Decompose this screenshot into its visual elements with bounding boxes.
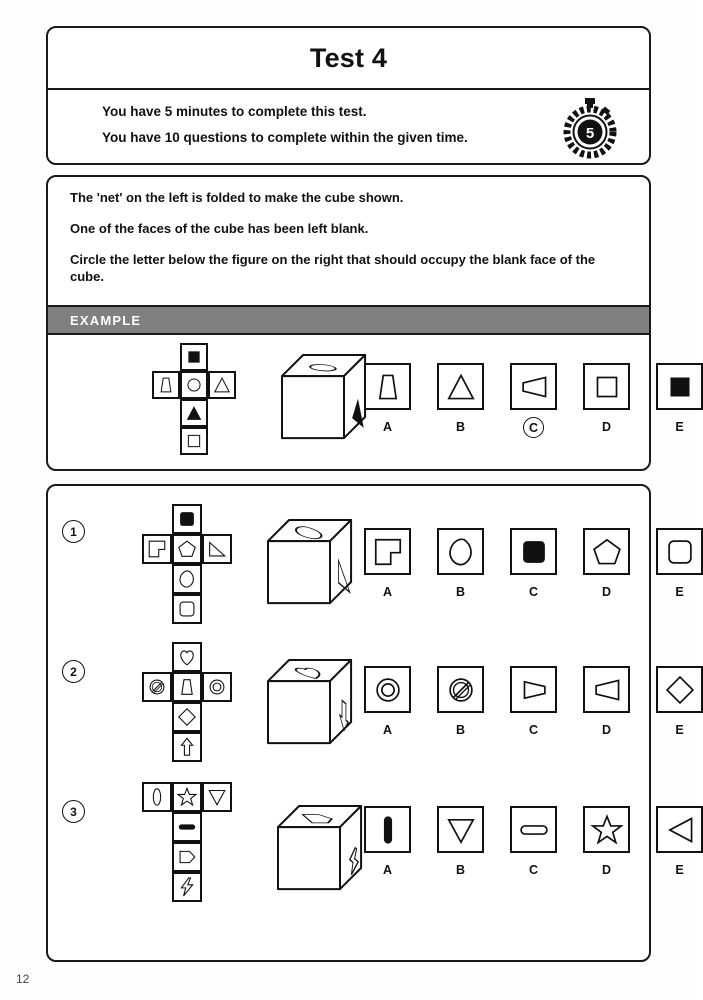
filled-rounded-square-icon[interactable] (510, 528, 557, 575)
question-row-3 (48, 780, 684, 910)
question-1-cube (266, 518, 355, 607)
time-limit-text: You have 5 minutes to complete this test. (102, 104, 367, 119)
left-triangle-icon[interactable] (656, 806, 703, 853)
option-d[interactable] (583, 666, 630, 739)
option-letter-d[interactable]: D (601, 722, 612, 737)
horizontal-pill-outline-icon[interactable] (510, 806, 557, 853)
option-letter-e[interactable]: E (675, 419, 684, 434)
option-d[interactable] (583, 363, 630, 438)
trapezoid-icon[interactable] (364, 363, 411, 410)
option-a[interactable] (364, 363, 411, 438)
option-letter-d[interactable]: D (601, 584, 612, 599)
trapezoid-left-icon[interactable] (510, 363, 557, 410)
trapezoid-right-icon[interactable] (510, 666, 557, 713)
option-c[interactable] (510, 806, 557, 879)
option-letter-e[interactable]: E (675, 722, 684, 737)
net-diagram (142, 504, 232, 624)
no-entry-icon[interactable] (437, 666, 484, 713)
question-count-text: You have 10 questions to complete within the given time. (102, 130, 468, 145)
example-cube (280, 353, 369, 442)
timer-value: 5 (585, 125, 595, 142)
option-letter-c[interactable]: C (523, 417, 544, 438)
star-icon[interactable] (583, 806, 630, 853)
option-a[interactable] (364, 528, 411, 601)
down-triangle-icon[interactable] (437, 806, 484, 853)
triangle-icon[interactable] (437, 363, 484, 410)
option-b[interactable] (437, 666, 484, 739)
net-diagram (142, 642, 232, 762)
example-options[interactable] (364, 363, 703, 438)
option-letter-d[interactable]: D (601, 419, 612, 434)
question-3-options[interactable] (364, 806, 703, 879)
instruction-line-3: Circle the letter below the figure on the right that should occupy the blank face of the cube. (70, 252, 596, 284)
option-letter-b[interactable]: B (455, 584, 466, 599)
option-b[interactable] (437, 806, 484, 879)
cube-diagram (276, 804, 365, 893)
example-row (48, 335, 684, 465)
question-row-2 (48, 640, 684, 770)
option-letter-a[interactable]: A (382, 722, 393, 737)
question-number-2: 2 (62, 660, 85, 683)
pentagon-icon[interactable] (583, 528, 630, 575)
question-number-3: 3 (62, 800, 85, 823)
option-letter-b[interactable]: B (455, 419, 466, 434)
question-2-options[interactable] (364, 666, 703, 739)
title-row (48, 28, 649, 90)
option-c[interactable] (510, 363, 557, 438)
cube-diagram (266, 658, 355, 747)
option-b[interactable] (437, 528, 484, 601)
question-3-net (142, 782, 232, 902)
header-panel (46, 26, 651, 165)
questions-panel (46, 484, 684, 962)
option-e[interactable] (656, 666, 703, 739)
option-letter-c[interactable]: C (528, 722, 539, 737)
instruction-line-1: The 'net' on the left is folded to make the cube shown. (70, 190, 404, 205)
example-banner (48, 305, 649, 335)
option-letter-c[interactable]: C (528, 862, 539, 877)
stopwatch-icon (559, 96, 621, 158)
instructions-text (48, 177, 649, 305)
option-letter-c[interactable]: C (528, 584, 539, 599)
net-diagram (152, 343, 236, 455)
page-number: 12 (16, 972, 30, 986)
option-d[interactable] (583, 528, 630, 601)
trapezoid-left-icon[interactable] (583, 666, 630, 713)
page-title: Test 4 (309, 42, 388, 73)
option-letter-a[interactable]: A (382, 584, 393, 599)
option-letter-e[interactable]: E (675, 862, 684, 877)
question-3-cube (276, 804, 365, 893)
question-number-1: 1 (62, 520, 85, 543)
instructions-panel (46, 175, 684, 471)
l-shape-icon[interactable] (364, 528, 411, 575)
option-letter-e[interactable]: E (675, 584, 684, 599)
question-2-net (142, 642, 232, 762)
option-letter-b[interactable]: B (455, 862, 466, 877)
example-label: EXAMPLE (70, 312, 142, 328)
cube-diagram (266, 518, 355, 607)
option-letter-a[interactable]: A (382, 862, 393, 877)
option-a[interactable] (364, 806, 411, 879)
option-letter-a[interactable]: A (382, 419, 393, 434)
example-net (152, 343, 236, 455)
blob-icon[interactable] (437, 528, 484, 575)
question-1-net (142, 504, 232, 624)
rounded-square-outline-icon[interactable] (656, 528, 703, 575)
option-c[interactable] (510, 666, 557, 739)
question-row-1 (48, 500, 684, 630)
option-e[interactable] (656, 363, 703, 438)
option-letter-b[interactable]: B (455, 722, 466, 737)
question-2-cube (266, 658, 355, 747)
cube-diagram (280, 353, 369, 442)
option-a[interactable] (364, 666, 411, 739)
ring-icon[interactable] (364, 666, 411, 713)
filled-vertical-pill-icon[interactable] (364, 806, 411, 853)
option-letter-d[interactable]: D (601, 862, 612, 877)
instruction-line-2: One of the faces of the cube has been left blank. (70, 221, 369, 236)
filled-square-icon[interactable] (656, 363, 703, 410)
square-outline-icon[interactable] (583, 363, 630, 410)
option-c[interactable] (510, 528, 557, 601)
diamond-icon[interactable] (656, 666, 703, 713)
option-b[interactable] (437, 363, 484, 438)
net-diagram (142, 782, 232, 902)
question-1-options[interactable] (364, 528, 703, 601)
option-e[interactable] (656, 528, 703, 601)
info-row (48, 90, 649, 163)
option-d[interactable] (583, 806, 630, 879)
option-e[interactable] (656, 806, 703, 879)
